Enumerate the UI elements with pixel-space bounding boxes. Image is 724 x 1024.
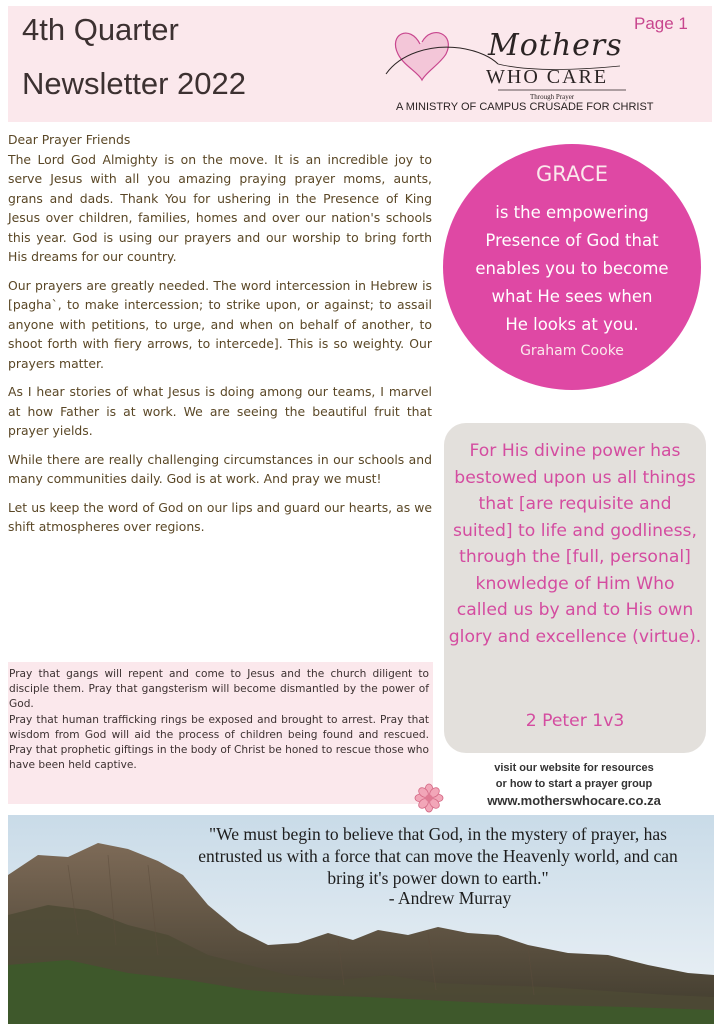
letter-paragraph-4: While there are really challenging circumstances in our schools and many communities daily. God is at work. And pray we must!	[8, 451, 432, 486]
flower-icon	[414, 783, 444, 813]
logo-ministry-text: A MINISTRY OF CAMPUS CRUSADE FOR CHRIST	[396, 101, 654, 113]
letter-paragraph-1: The Lord God Almighty is on the move. It is an incredible joy to serve Jesus with all you amazing praying prayer moms, aunts, grans and dads. Thank You for ushering in the Presence of King Jesus over children, families, homes and over our nation's schools this year. God is using our prayers and our worship to bring forth His dreams for our country.	[8, 151, 432, 264]
mothers-who-care-logo	[380, 14, 654, 122]
prayer-point-trafficking: Pray that human trafficking rings be exposed and brought to arrest. Pray that wisdom from God will aid the process of children being found and rescued. Pray that prophetic giftings in the body of Christ be honed to rescue those who have been held captive.	[9, 713, 429, 772]
grace-line-5: He looks at you.	[505, 315, 639, 334]
quote-author: - Andrew Murray	[388, 888, 512, 908]
letter-greeting: Dear Prayer Friends	[8, 132, 131, 147]
website-line-1: visit our website for resources	[494, 762, 654, 774]
grace-line-1: is the empowering	[495, 203, 649, 222]
logo-who-care-text: WHO CARE	[486, 66, 609, 88]
grace-title: GRACE	[536, 162, 608, 186]
andrew-murray-quote: "We must begin to believe that God, in the mystery of prayer, has entrusted us with a force that can move the Heavenly world, and can bring it's power down to earth."	[198, 824, 678, 888]
logo-script-text: Mothers	[488, 28, 623, 63]
newsletter-title-line2: Newsletter 2022	[22, 66, 247, 101]
grace-line-4: what He sees when	[491, 287, 653, 306]
newsletter-title-line1: 4th Quarter	[22, 12, 179, 47]
letter-paragraph-2: Our prayers are greatly needed. The word intercession in Hebrew is [pagha`, to make intercession; to strike upon, or against; to assail anyone with petitions, to urge, and when on behalf of another, to shoot forth with fiery arrows, to intercede]. This is so weighty. Our prayers matter.	[8, 277, 432, 371]
grace-line-2: Presence of God that	[485, 231, 659, 250]
prayer-points-text	[9, 667, 429, 773]
verse-text: For His divine power has bestowed upon us all things that [are requisite and suited] to life and godliness, through the [full, personal] knowledge of Him Who called us by and to His own glory and excellence (virtue).	[448, 441, 702, 647]
prayer-point-gangs: Pray that gangs will repent and come to Jesus and the church diligent to disciple them. Pray that gangsterism will become dismantled by the power of God.	[9, 668, 429, 711]
website-url[interactable]: www.motherswhocare.co.za	[487, 793, 661, 808]
verse-reference: 2 Peter 1v3	[525, 711, 625, 731]
letter-paragraph-3: As I hear stories of what Jesus is doing among our teams, I marvel at how Father is at work. We are seeing the beautiful fruit that prayer yields.	[8, 384, 432, 438]
letter-paragraph-5: Let us keep the word of God on our lips and guard our hearts, as we shift atmospheres over regions.	[8, 499, 432, 534]
page-number: Page 1	[634, 14, 688, 33]
letter-body	[8, 130, 432, 546]
logo-through-prayer-text: Through Prayer	[530, 93, 575, 101]
website-info	[446, 760, 702, 792]
grace-line-3: enables you to become	[475, 259, 669, 278]
website-line-2: or how to start a prayer group	[495, 778, 653, 790]
grace-author: Graham Cooke	[520, 343, 624, 359]
